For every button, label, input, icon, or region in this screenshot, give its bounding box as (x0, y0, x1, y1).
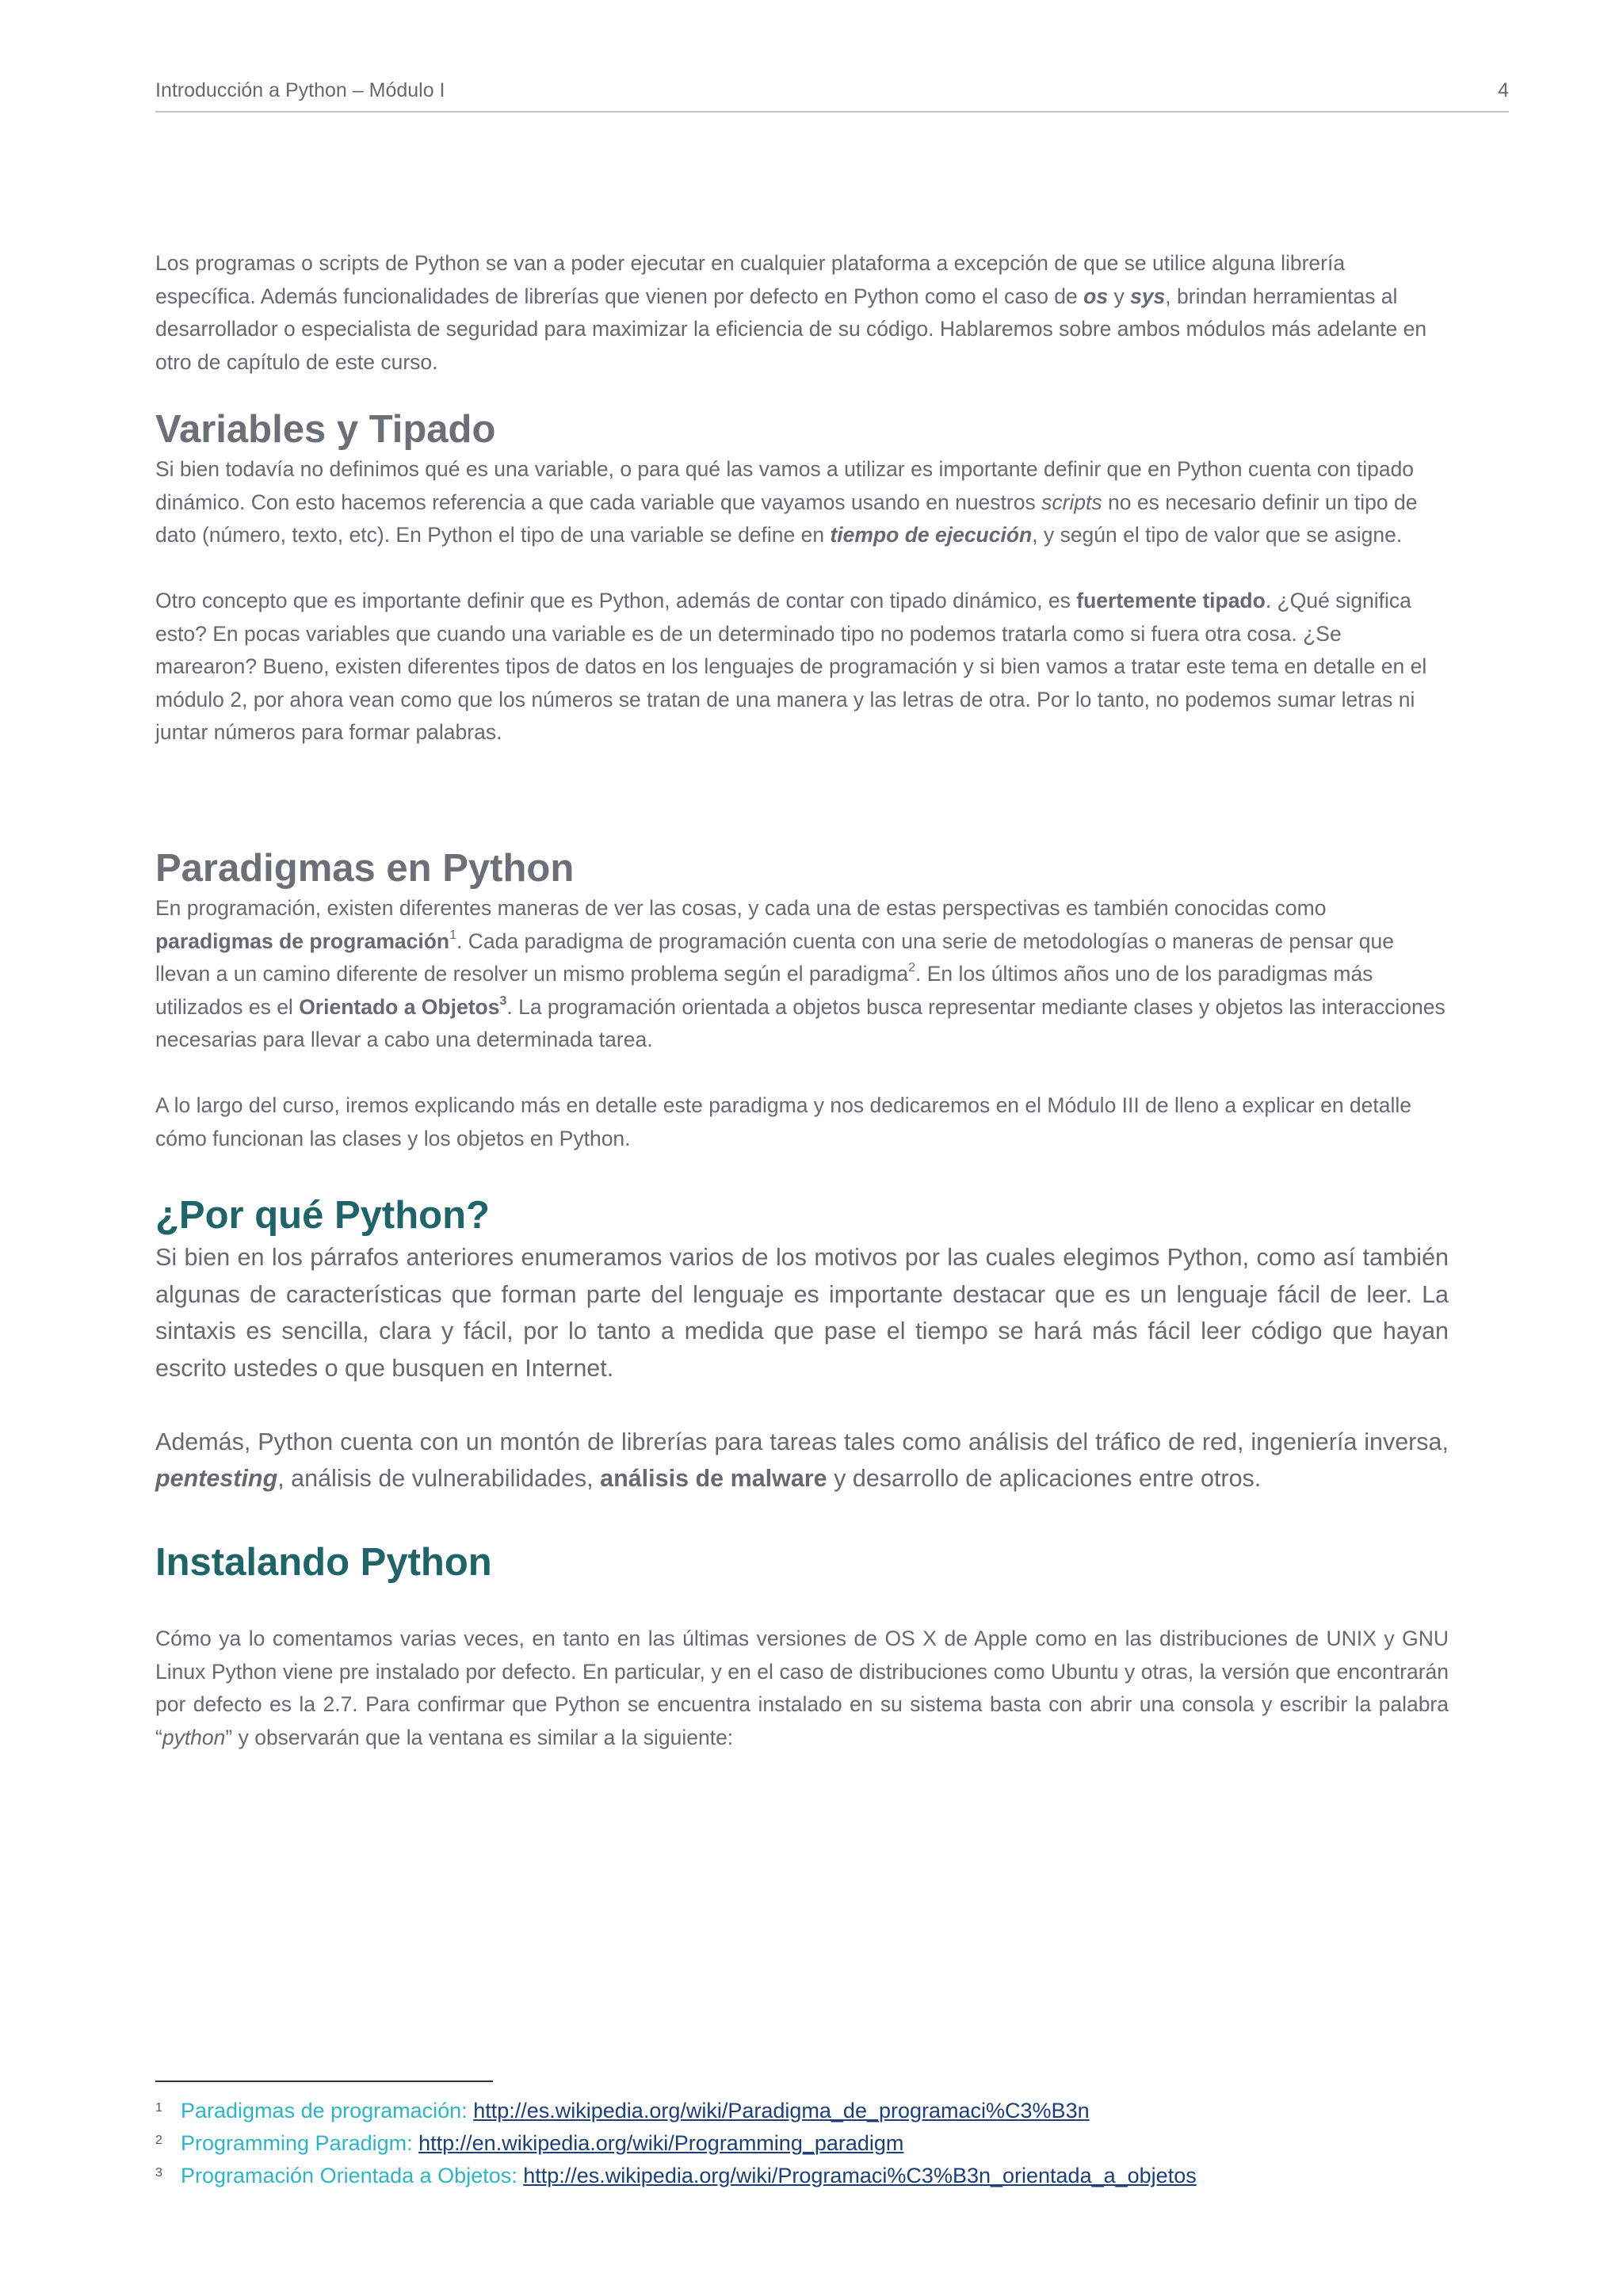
footnote-label: Programación Orientada a Objetos: (181, 2164, 524, 2187)
footnote-link[interactable]: http://es.wikipedia.org/wiki/Programaci%C3%B3n_orientada_a_objetos (523, 2164, 1197, 2187)
porque-paragraph-2: Además, Python cuenta con un montón de librerías para tareas tales como análisis del tráfico de red, ingeniería inversa, pentesting, análisis de vulnerabilidades, análisis de malware y desarrollo de aplicaciones entre otros. (155, 1428, 1449, 1492)
paradigmas-section (155, 845, 1449, 1155)
instalando-body (155, 1623, 1449, 1754)
footnote-label: Paradigmas de programación: (181, 2099, 474, 2122)
porque-section (155, 1192, 1449, 1497)
variables-heading: Variables y Tipado (155, 408, 496, 451)
instalando-paragraph: Cómo ya lo comentamos varias veces, en tanto en las últimas versiones de OS X de Apple como en las distribuciones de UNIX y GNU Linux Python viene pre instalado por defecto. En particular, y en el caso de distribuciones como Ubuntu y otras, la versión que encontrarán por defecto es la 2.7. Para confirmar que Python se encuentra instalado en su sistema basta con abrir una consola y escribir la palabra “python” y observarán que la ventana es similar a la siguiente: (155, 1627, 1449, 1749)
footnote-ref-2: 2 (908, 961, 916, 974)
footnote-ref-3: 3 (499, 994, 507, 1008)
footnote-1: 1 Paradigmas de programación: http://es.wikipedia.org/wiki/Paradigma_de_programaci%C3%B3n (155, 2099, 1090, 2122)
paradigmas-paragraph-1: En programación, existen diferentes maneras de ver las cosas, y cada una de estas perspectivas es también conocidas como paradigmas de programación$^1$. Cada paradigma de programación cuenta con una serie de metodologías o maneras de pensar que llevan a un camino diferente de resolver un mismo problema según el paradigma$^2$. En los últimos años uno de los paradigmas más utilizados es el Orientado a Objetos$^3$. La programación orientada a objetos busca representar mediante clases y objetos las interacciones necesarias para llevar a cabo una determinada tarea. (155, 896, 1445, 1051)
os-term: os (1083, 284, 1109, 308)
footnote-ref-1: 1 (449, 928, 457, 942)
intro-section (155, 247, 1449, 379)
footnote-2: 2 Programming Paradigm: http://en.wikipedia.org/wiki/Programming_paradigm (155, 2131, 904, 2155)
footnote-label: Programming Paradigm: (181, 2131, 419, 2155)
footnote-link[interactable]: http://es.wikipedia.org/wiki/Paradigma_de_programaci%C3%B3n (473, 2099, 1090, 2122)
variables-paragraph-1: Si bien todavía no definimos qué es una variable, o para qué las vamos a utilizar es importante definir que en Python cuenta con tipado dinámico. Con esto hacemos referencia a que cada variable que vayamos usando en nuestros scripts no es necesario definir un tipo de dato (número, texto, etc). En Python el tipo de una variable se define en tiempo de ejecución, y según el tipo de valor que se asigne. (155, 457, 1418, 547)
footnote-3: 3 Programación Orientada a Objetos: http://es.wikipedia.org/wiki/Programaci%C3%B3n_orientada_a_objetos (155, 2164, 1197, 2187)
footnotes (155, 2093, 1503, 2191)
instalando-heading: Instalando Python (155, 1541, 492, 1584)
variables-section (155, 406, 1449, 749)
intro-paragraph: Los programas o scripts de Python se van a poder ejecutar en cualquier plataforma a excepción de que se utilice alguna librería específica. Además funcionalidades de librerías que vienen por defecto en Python como el caso de os y sys, brindan herramientas al desarrollador o especialista de seguridad para maximizar la eficiencia de su código. Hablaremos sobre ambos módulos más adelante en otro de capítulo de este curso. (155, 251, 1427, 374)
header-title: Introducción a Python – Módulo I (155, 79, 445, 101)
sys-term: sys (1130, 284, 1166, 308)
paradigmas-paragraph-2: A lo largo del curso, iremos explicando más en detalle este paradigma y nos dedicaremos en el Módulo III de lleno a explicar en detalle cómo funcionan las clases y los objetos en Python. (155, 1093, 1412, 1150)
variables-paragraph-2: Otro concepto que es importante definir que es Python, además de contar con tipado dinámico, es fuertemente tipado. ¿Qué significa esto? En pocas variables que cuando una variable es de un determinado tipo no podemos tratarla como si fuera otra cosa. ¿Se marearon? Bueno, existen diferentes tipos de datos en los lenguajes de programación y si bien vamos a tratar este tema en detalle en el módulo 2, por ahora vean como que los números se tratan de una manera y las letras de otra. Por lo tanto, no podemos sumar letras ni juntar números para formar palabras. (155, 589, 1427, 744)
page-header (155, 79, 1509, 113)
footnote-separator (155, 2081, 493, 2082)
porque-paragraph-1: Si bien en los párrafos anteriores enumeramos varios de los motivos por las cuales elegimos Python, como así también algunas de características que forman parte del lenguaje es importante destacar que es un lenguaje fácil de leer. La sintaxis es sencilla, clara y fácil, por lo tanto a medida que pase el tiempo se hará más fácil leer código que hayan escrito ustedes o que busquen en Internet. (155, 1244, 1449, 1382)
footnote-link[interactable]: http://en.wikipedia.org/wiki/Programming_paradigm (418, 2131, 904, 2155)
paradigmas-heading: Paradigmas en Python (155, 847, 575, 890)
instalando-section (155, 1539, 1449, 1586)
porque-heading: ¿Por qué Python? (155, 1194, 490, 1237)
page-number: 4 (1498, 79, 1509, 101)
